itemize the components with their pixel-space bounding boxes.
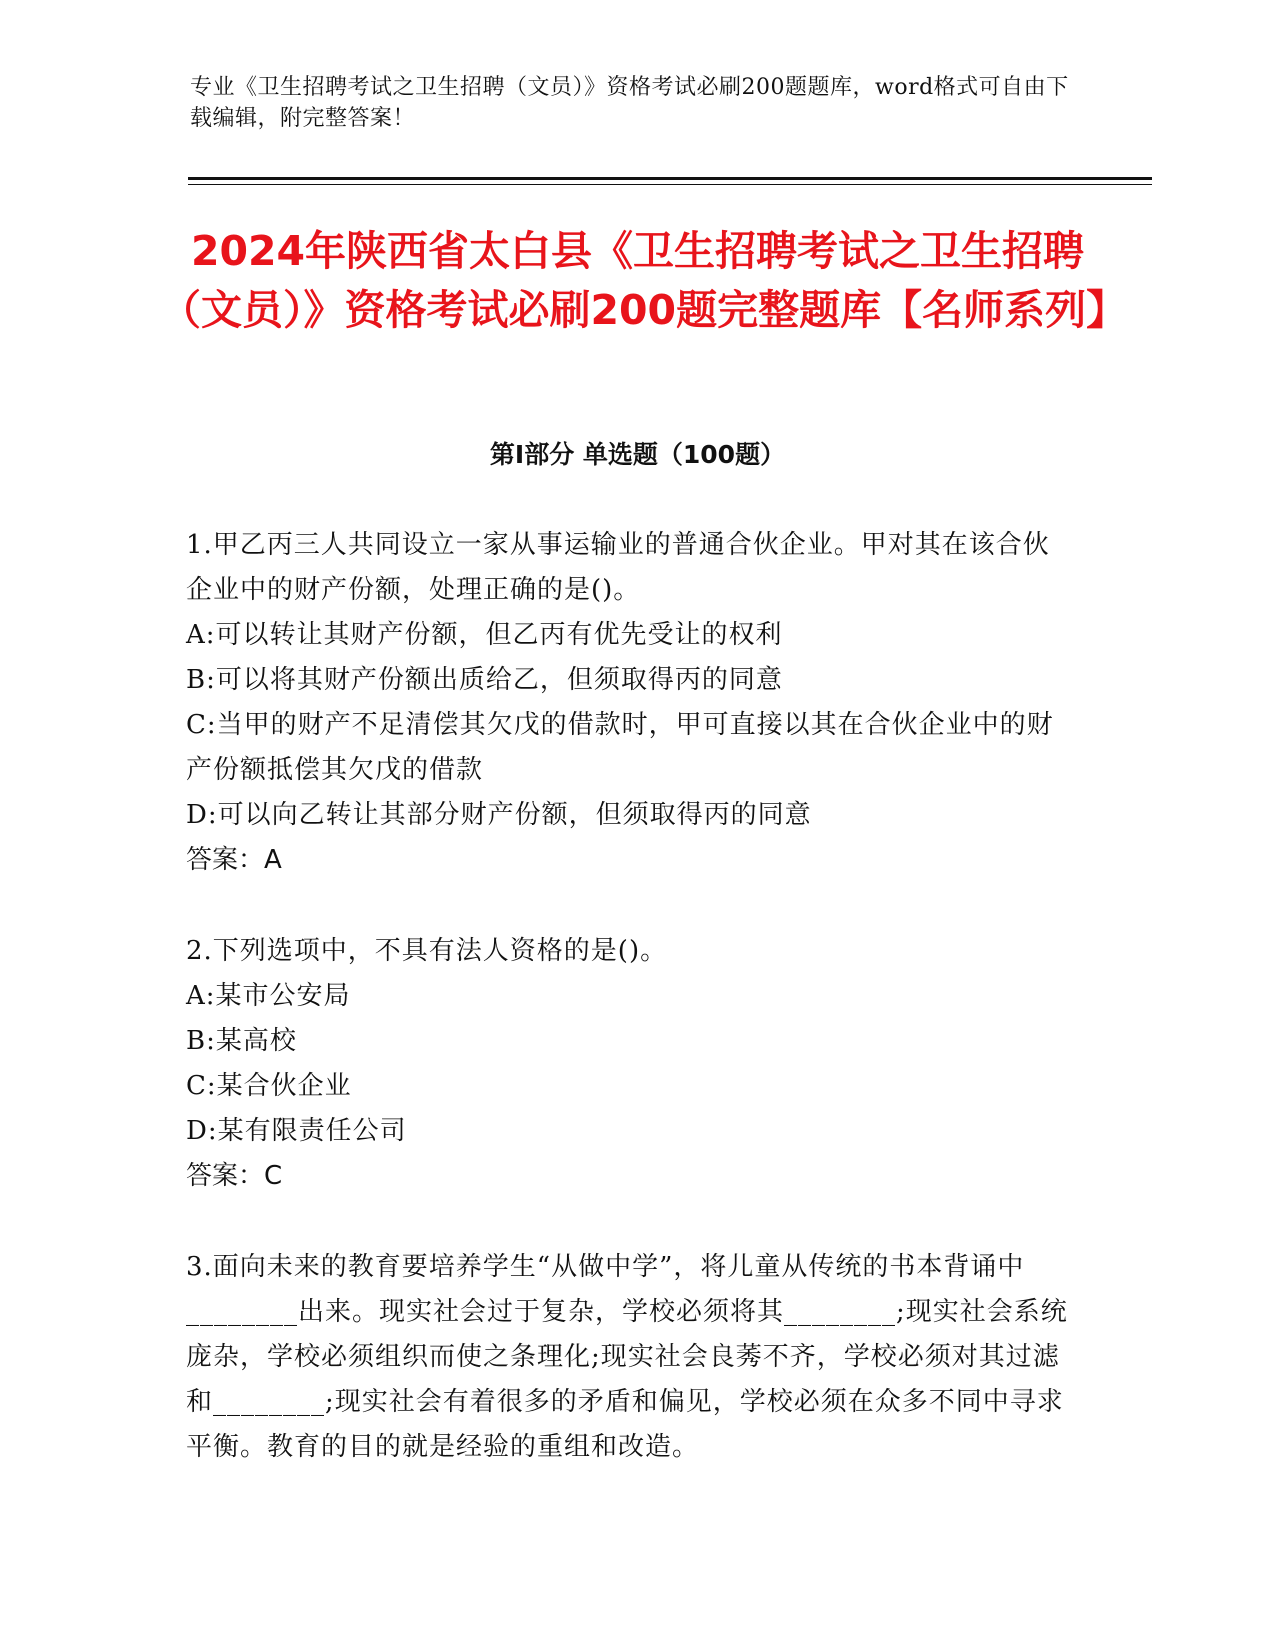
question-1 — [186, 523, 1076, 883]
answer-line: 答案：C — [186, 1161, 283, 1191]
section-heading: 第I部分 单选题（100题） — [489, 440, 786, 469]
option-d: D:可以向乙转让其部分财产份额，但须取得丙的同意 — [186, 800, 812, 830]
question-stem: 3.面向未来的教育要培养学生“从做中学”，将儿童从传统的书本背诵中________出来。现实社会过于复杂，学校必须将其________;现实社会系统庞杂，学校必须组织而使之条理化;现实社会良莠不齐，学校必须对其过滤和________;现实社会有着很多的矛盾和偏见，学校必须在众多不同中寻求平衡。教育的目的就是经验的重组和改造。 — [186, 1252, 1068, 1462]
question-3 — [186, 1245, 1076, 1470]
option-c: C:某合伙企业 — [186, 1071, 352, 1101]
answer-line: 答案：A — [186, 845, 282, 875]
option-a: A:可以转让其财产份额，但乙丙有优先受让的权利 — [186, 620, 783, 650]
option-c: C:当甲的财产不足清偿其欠戊的借款时，甲可直接以其在合伙企业中的财产份额抵偿其欠戊的借款 — [186, 710, 1054, 785]
header-rule-thin — [188, 184, 1152, 185]
document-title: 2024年陕西省太白县《卫生招聘考试之卫生招聘（文员）》资格考试必刷200题完整题库【名师系列】 — [160, 227, 1128, 334]
option-a: A:某市公安局 — [186, 981, 351, 1011]
option-d: D:某有限责任公司 — [186, 1116, 407, 1146]
option-b: B:可以将其财产份额出质给乙，但须取得丙的同意 — [186, 665, 783, 695]
question-stem: 1.甲乙丙三人共同设立一家从事运输业的普通合伙企业。甲对其在该合伙企业中的财产份额，处理正确的是()。 — [186, 530, 1050, 605]
header-note: 专业《卫生招聘考试之卫生招聘（文员）》资格考试必刷200题题库，word格式可自由下载编辑，附完整答案！ — [190, 75, 1069, 131]
question-2 — [186, 929, 1076, 1199]
option-b: B:某高校 — [186, 1026, 297, 1056]
header-rule-thick — [188, 177, 1152, 180]
question-stem: 2.下列选项中，不具有法人资格的是()。 — [186, 936, 668, 966]
